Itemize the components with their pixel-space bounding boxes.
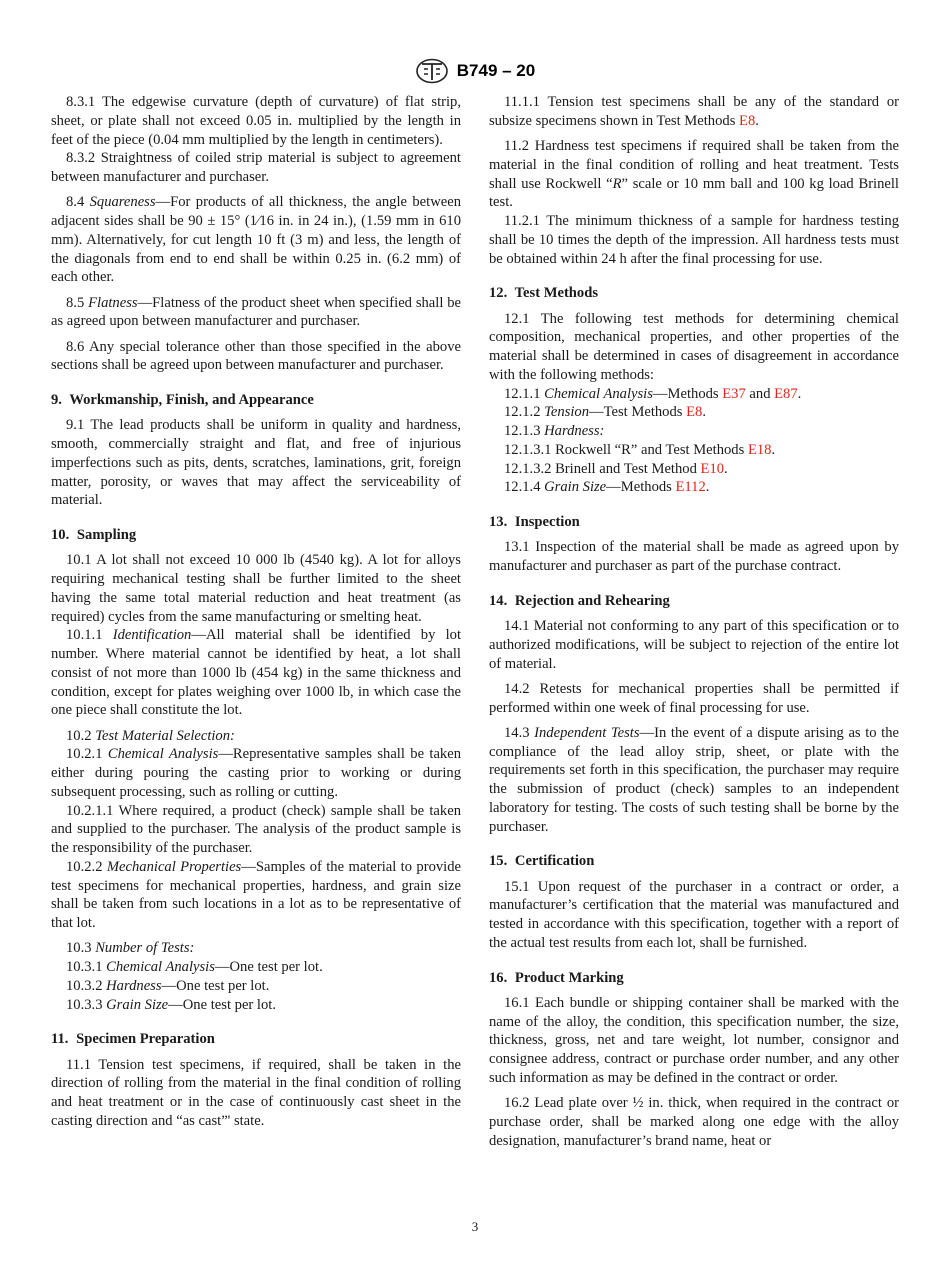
paragraph-14-2: 14.2 Retests for mechanical properties shall be permitted if performed within one week of final processing for use. xyxy=(489,680,899,716)
left-column xyxy=(51,93,461,1131)
ref-link-e112[interactable]: E112 xyxy=(675,479,706,496)
ref-link-e8[interactable]: E8 xyxy=(739,112,756,129)
section-heading-12: 12. Test Methods xyxy=(489,285,599,302)
ref-link-e37[interactable]: E37 xyxy=(722,385,746,402)
ref-link-e18[interactable]: E18 xyxy=(747,441,772,458)
ref-link-e10[interactable]: E10 xyxy=(700,460,725,477)
paragraph-10-2: 10.2 Test Material Selection: xyxy=(66,727,235,744)
paragraph-12-1-3: 12.1.3 Hardness: xyxy=(504,423,605,439)
document-id: B749 – 20 xyxy=(456,61,536,80)
section-heading-13: 13. Inspection xyxy=(489,514,580,530)
section-heading-16: 16. Product Marking xyxy=(489,969,624,986)
paragraph-8-5: 8.5 Flatness—Flatness of the product sheet when specified shall be as agreed upon between manufacturer and purchaser. xyxy=(51,294,462,330)
ref-link-e8-tension[interactable]: E8 xyxy=(686,404,703,421)
section-heading-15: 15. Certification xyxy=(489,853,595,870)
paragraph-11-2: 11.2 Hardness test specimens if required shall be taken from the material in the final condition of rolling and heat treatment. Tests shall use Rockwell “R” scale or 10 mm ball and 100 kg load Brinell test. xyxy=(489,138,899,211)
right-column xyxy=(489,93,899,1150)
paragraph-10-1: 10.1 A lot shall not exceed 10 000 lb (4540 kg). A lot for alloys requiring mechanical testing shall be further limited to the sheet having the same total material reduction and heat treatment (as required) cycles from the same manufacturing or smelting heat. xyxy=(51,552,461,625)
paragraph-8-6: 8.6 Any special tolerance other than those specified in the above sections shall be agreed upon between manufacturer and purchaser. xyxy=(51,338,461,374)
paragraph-12-1-3-1: 12.1.3.1 Rockwell “R” and Test Methods E18. xyxy=(504,441,776,458)
paragraph-10-3-2: 10.3.2 Hardness—One test per lot. xyxy=(66,977,270,994)
section-heading-11: 11. Specimen Preparation xyxy=(51,1031,215,1048)
page-number: 3 xyxy=(471,1219,479,1234)
paragraph-15-1: 15.1 Upon request of the purchaser in a contract or order, a manufacturer’s certification that the material was manufactured and tested in accordance with this specification, together with a report of the actual test results from each lot, shall be furnished. xyxy=(489,878,899,951)
paragraph-8-3-2: 8.3.2 Straightness of coiled strip material is subject to agreement between manufacturer and purchaser. xyxy=(51,150,461,185)
paragraph-10-3: 10.3 Number of Tests: xyxy=(66,940,195,957)
paragraph-11-2-1: 11.2.1 The minimum thickness of a sample for hardness testing shall be 10 times the depth of the impression. All hardness tests must be obtained within 24 h after the final processing for use. xyxy=(489,213,899,267)
paragraph-14-3: 14.3 Independent Tests—In the event of a dispute arising as to the compliance of the lead alloy strip, sheet, or plate with the requirements set forth in this specification, the purchaser may require the submission of product (check) samples to an independent laboratory for testing. The costs of such testing shall be borne by the purchaser. xyxy=(489,724,899,835)
paragraph-9-1: 9.1 The lead products shall be uniform in quality and hardness, smooth, commercially straight and flat, and free of injurious imperfections such as pits, dents, scratches, laminations, grit, foreign matter, porosity, or waves that may affect the serviceability of material. xyxy=(51,417,461,509)
paragraph-12-1-4: 12.1.4 Grain Size—Methods E112. xyxy=(504,479,710,496)
astm-logo-icon xyxy=(415,58,449,84)
paragraph-12-1-3-2: 12.1.3.2 Brinell and Test Method E10. xyxy=(504,460,728,477)
section-heading-9: 9. Workmanship, Finish, and Appearance xyxy=(51,392,314,408)
paragraph-10-3-1: 10.3.1 Chemical Analysis—One test per lot. xyxy=(66,959,323,975)
paragraph-10-2-1-1: 10.2.1.1 Where required, a product (check) sample shall be taken and supplied to the purchaser. The analysis of the product sample is the responsibility of the purchaser. xyxy=(51,802,461,856)
paragraph-10-2-1: 10.2.1 Chemical Analysis—Representative samples shall be taken either during pouring the casting prior to working or during subsequent processing, such as rolling or cutting. xyxy=(51,746,461,800)
paragraph-10-2-2: 10.2.2 Mechanical Properties—Samples of the material to provide test specimens for mechanical properties, hardness, and grain size shall be taken from such locations in a lot as to be representative of that lot. xyxy=(51,858,462,931)
page-header xyxy=(0,56,950,86)
paragraph-16-2: 16.2 Lead plate over ½ in. thick, when required in the contract or purchase order, shall be marked along one edge with the alloy designation, manufacturer’s brand name, heat or xyxy=(489,1095,899,1149)
paragraph-8-3-1: 8.3.1 The edgewise curvature (depth of curvature) of flat strip, sheet, or plate shall not exceed 0.05 in. multiplied by the length in feet of the piece (0.04 mm multiplied by the length in centimeters). xyxy=(51,94,461,148)
paragraph-11-1: 11.1 Tension test specimens, if required, shall be taken in the direction of rolling from the material in the final condition of rolling and heat treatment or in the case of continuously cast sheet in the casting direction and “as cast”' state. xyxy=(51,1056,461,1129)
section-heading-14: 14. Rejection and Rehearing xyxy=(489,592,670,609)
section-heading-10: 10. Sampling xyxy=(51,527,137,543)
paragraph-11-1-1: 11.1.1 Tension test specimens shall be any of the standard or subsize specimens shown in Test Methods E8. xyxy=(489,94,899,129)
paragraph-8-4: 8.4 Squareness—For products of all thickness, the angle between adjacent sides shall be 90 ± 15° (1⁄16 in. in 24 in.), (1.59 mm in 610 mm). Alternatively, for cut length 10 ft (3 m) and less, the length of the diagonals from end to end shall be within 0.25 in. (6.2 mm) of each other. xyxy=(51,194,461,286)
paragraph-14-1: 14.1 Material not conforming to any part of this specification or to authorized modifications, will be subject to rejection of the entire lot of material. xyxy=(489,618,899,672)
paragraph-12-1-2: 12.1.2 Tension—Test Methods E8. xyxy=(504,404,706,421)
ref-link-e87[interactable]: E87 xyxy=(774,385,798,402)
paragraph-12-1: 12.1 The following test methods for determining chemical composition, mechanical properties, and other properties of the material shall be determined in cases of disagreement in accordance with the following methods: xyxy=(489,310,899,383)
flatness-term: Flatness xyxy=(88,294,138,311)
paragraph-10-1-1: 10.1.1 Identification—All material shall be identified by lot number. Where material cannot be identified by heat, a lot shall consist of not more than 1000 lb (454 kg) in the same thickness and condition, except for plates weighing over 1000 lb, in which case the one piece shall constitute the lot. xyxy=(51,627,462,719)
paragraph-10-3-3: 10.3.3 Grain Size—One test per lot. xyxy=(66,996,276,1013)
paragraph-12-1-1: 12.1.1 Chemical Analysis—Methods E37 and E87. xyxy=(504,385,802,402)
paragraph-16-1: 16.1 Each bundle or shipping container shall be marked with the name of the alloy, the condition, this specification number, the size, thickness, gross, net and tare weight, lot number, consignor and consignee address, contract or purchase order number, and any other such information as may be defined in the contract or order. xyxy=(489,994,899,1086)
squareness-term: Squareness xyxy=(89,194,156,211)
paragraph-13-1: 13.1 Inspection of the material shall be made as agreed upon by manufacturer and purchaser as part of the purchase contract. xyxy=(489,539,899,574)
